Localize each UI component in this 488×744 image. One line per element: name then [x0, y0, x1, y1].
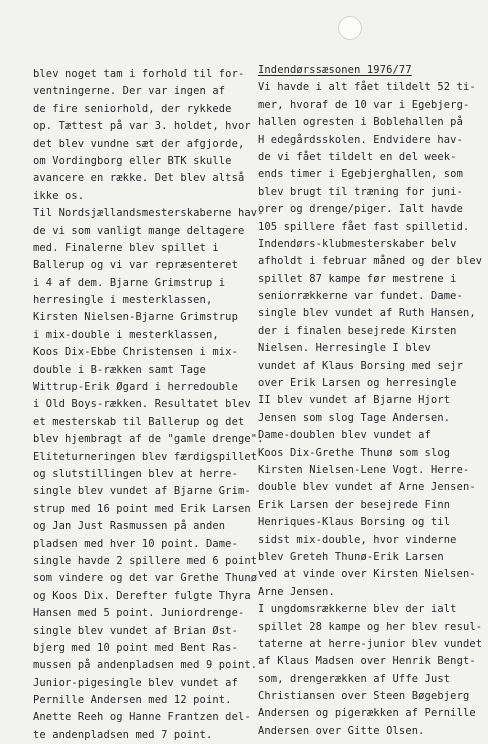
text-line: et mesterskab til Ballerup og det — [33, 415, 245, 428]
text-line: blev brugt til træning for juni- — [258, 185, 463, 198]
text-line: double blev vundet af Arne Jensen- — [258, 481, 476, 494]
text-line: mer, hvoraf de 10 var i Egebjerg- — [258, 98, 470, 111]
text-line: det blev vundne sæt der afgjorde, — [33, 137, 245, 150]
text-line: ends timer i Egebjerghallen, som — [258, 168, 463, 181]
text-line: spillet 87 kampe før mestrene i — [258, 272, 457, 285]
text-line: vundet af Klaus Borsing med sejr — [258, 359, 463, 372]
text-line: ved at vinde over Kirsten Nielsen- — [258, 568, 476, 581]
text-line: om Vordingborg eller BTK skulle — [33, 154, 232, 167]
text-line: double i B-rækken samt Tage — [33, 363, 206, 376]
text-line: seniorrækkerne var fundet. Dame- — [258, 290, 463, 303]
text-line: Eliteturneringen blev færdigspillet — [33, 450, 258, 463]
right-column — [258, 62, 482, 740]
text-line: ventningerne. Der var ingen af — [33, 85, 226, 98]
text-line: Christiansen over Steen Bøgebjerg — [258, 690, 470, 703]
text-line: og Jan Just Rasmussen på anden — [33, 520, 226, 533]
text-line: single blev vundet af Brian Øst- — [33, 624, 238, 637]
text-line: Henriques-Klaus Borsing og til — [258, 516, 451, 529]
text-line: 105 spillere fået fast spilletid. — [258, 220, 470, 233]
text-line: mussen på andenpladsen med 9 point. — [33, 659, 258, 672]
text-line: Nielsen. Herresingle I blev — [258, 342, 431, 355]
text-line: blev noget tam i forhold til for- — [33, 68, 245, 80]
text-line: Koos Dix-Grethe Thunø som slog — [258, 446, 451, 459]
text-line: pladsen med hver 10 point. Dame- — [33, 537, 238, 550]
text-line: og Koos Dix. Derefter fulgte Thyra — [33, 589, 251, 602]
punch-hole — [338, 16, 362, 40]
text-line: Ballerup og vi var repræsenteret — [33, 259, 238, 272]
text-line: taterne at herre-junior blev vundet — [258, 637, 483, 650]
text-line: Jensen som slog Tage Andersen. — [258, 411, 451, 424]
text-line: i mix-double i mesterklassen, — [33, 328, 219, 341]
text-line: Wittrup-Erik Øgard i herredouble — [33, 381, 238, 394]
text-line: te andenpladsen med 7 point. — [33, 728, 213, 741]
text-line: Erik Larsen der besejrede Finn — [258, 498, 451, 511]
text-line: de vi som vanligt mange deltagere — [33, 224, 245, 237]
text-line: med. Finalerne blev spillet i — [33, 241, 219, 254]
text-line: som, drengerækken af Uffe Just — [258, 672, 451, 685]
text-line: II blev vundet af Bjarne Hjort — [258, 394, 451, 407]
left-column — [33, 66, 264, 744]
text-line: af Klaus Madsen over Henrik Bengt- — [258, 655, 476, 668]
text-line: Junior-pigesingle blev vundet af — [33, 676, 238, 689]
text-line: Til Nordsjællandsmesterskaberne hav- — [33, 207, 264, 220]
text-line: single blev vundet af Bjarne Grim- — [33, 485, 251, 498]
text-line: ikke os. — [33, 189, 85, 202]
text-line: bjerg med 10 point med Bent Ras- — [33, 641, 238, 654]
text-line: de vi fået tildelt en del week- — [258, 150, 457, 163]
text-line: i Old Boys-rækken. Resultatet blev — [33, 398, 251, 411]
text-line: single havde 2 spillere med 6 point — [33, 554, 258, 567]
text-line: Andersen og pigerækken af Pernille — [258, 707, 476, 720]
text-line: Kirsten Nielsen-Lene Vogt. Herre- — [258, 463, 470, 476]
text-line: blev Greteh Thunø-Erik Larsen — [258, 550, 444, 563]
text-line: sidst mix-double, hvor vinderne — [258, 533, 457, 546]
text-line: Pernille Andersen med 12 point. — [33, 694, 232, 707]
text-line: der i finalen besejrede Kirsten — [258, 324, 457, 337]
text-line: strup med 16 point med Erik Larsen — [33, 502, 251, 515]
text-line: Kirsten Nielsen-Bjarne Grimstrup — [33, 311, 238, 324]
text-line: orer og drenge/piger. Ialt havde — [258, 203, 463, 216]
text-line: Koos Dix-Ebbe Christensen i mix- — [33, 346, 238, 359]
text-line: Hansen med 5 point. Juniordrenge- — [33, 607, 245, 620]
text-line: Dame-doublen blev vundet af — [258, 429, 431, 442]
text-line: single blev vundet af Ruth Hansen, — [258, 307, 476, 320]
text-line: I ungdomsrækkerne blev der ialt — [258, 603, 457, 616]
text-line: afholdt i februar måned og der blev — [258, 255, 483, 268]
text-line: op. Tættest på var 3. holdet, hvor — [33, 120, 251, 133]
text-line: spillet 28 kampe og her blev resul- — [258, 620, 483, 633]
text-line: de fire seniorhold, der rykkede — [33, 102, 232, 115]
text-line: Vi havde i alt fået tildelt 52 ti- — [258, 81, 476, 94]
text-line: som vindere og det var Grethe Thunø — [33, 572, 258, 585]
text-line: Anette Reeh og Hanne Frantzen del- — [33, 711, 251, 724]
text-line: i 4 af dem. Bjarne Grimstrup i — [33, 276, 226, 289]
text-line: og slutstillingen blev at herre- — [33, 467, 238, 480]
text-line: hallen ogresten i Boblehallen på — [258, 116, 463, 129]
text-line: Indendørs-klubmesterskaber belv — [258, 237, 457, 250]
section-heading: Indendørssæsonen 1976/77 — [258, 64, 412, 76]
text-line: avancere en række. Det blev altså — [33, 172, 245, 185]
text-line: Andersen over Gitte Olsen. — [258, 724, 425, 737]
text-line: Arne Jensen. — [258, 585, 335, 598]
text-line: over Erik Larsen og herresingle — [258, 377, 457, 390]
text-line: H edegårdsskolen. Endvidere hav- — [258, 133, 463, 146]
text-line: blev hjembragt af de "gamle drenge". — [33, 433, 264, 446]
text-line: herresingle i mesterklassen, — [33, 294, 213, 307]
